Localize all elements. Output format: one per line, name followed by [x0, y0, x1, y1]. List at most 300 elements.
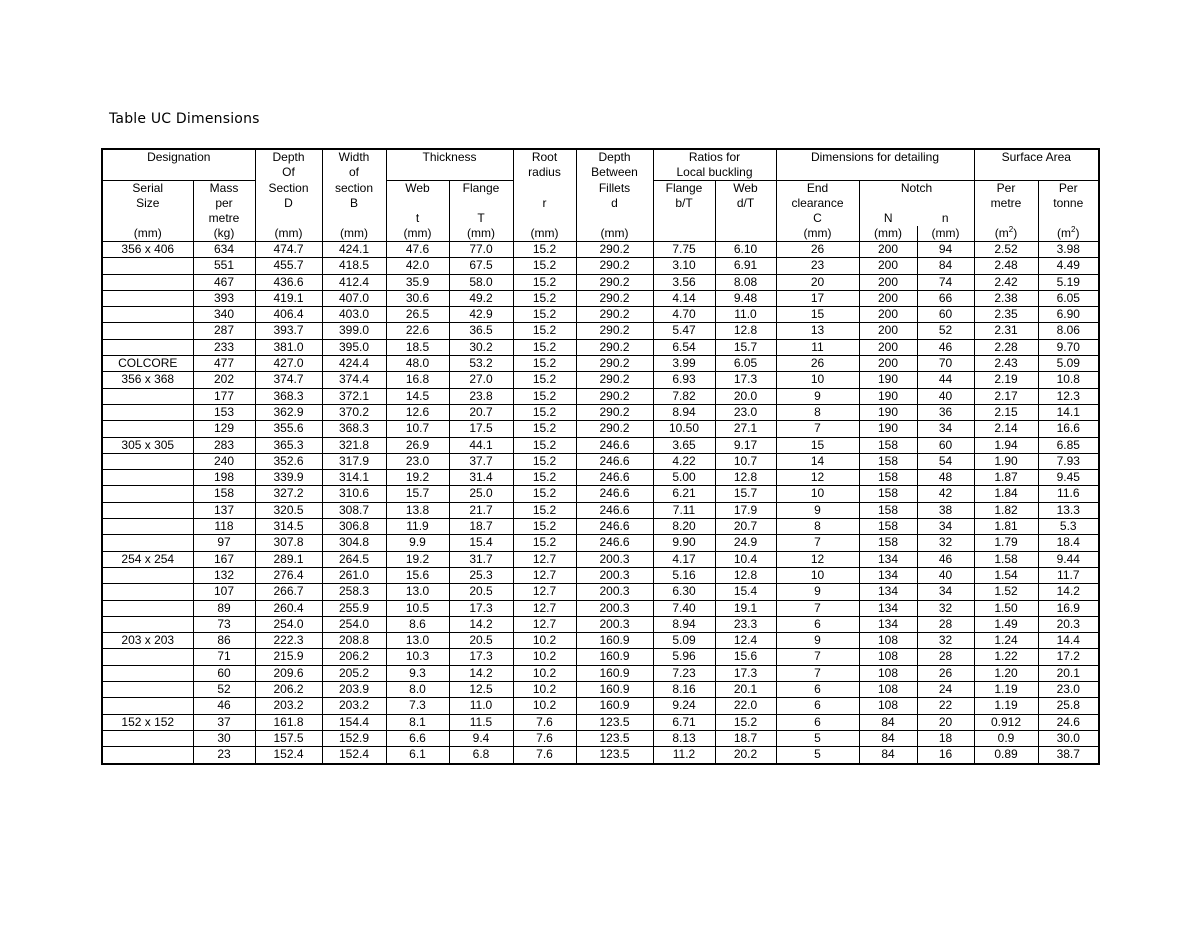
depth-cell: 474.7: [255, 242, 322, 258]
web-ratio-cell: 8.08: [715, 274, 776, 290]
mass-cell: 158: [193, 486, 255, 502]
depth-cell: 215.9: [255, 649, 322, 665]
flange-thickness-cell: 31.4: [449, 470, 513, 486]
web-ratio-cell: 23.3: [715, 616, 776, 632]
width-cell: 374.4: [322, 372, 386, 388]
mass-cell: 551: [193, 258, 255, 274]
depth-between-fillets-cell: 200.3: [576, 600, 653, 616]
flange-thickness-cell: 15.4: [449, 535, 513, 551]
mass-cell: 23: [193, 747, 255, 764]
table-row: [102, 274, 1099, 290]
serial-size-cell: [102, 698, 193, 714]
root-radius-cell: 15.2: [513, 323, 576, 339]
thickness-header: Thickness: [386, 149, 513, 181]
table-row: [102, 551, 1099, 567]
notch-N-cell: 190: [859, 421, 917, 437]
table-row: [102, 600, 1099, 616]
root-radius-cell: 15.2: [513, 356, 576, 372]
notch-n-cell: 74: [917, 274, 974, 290]
web-ratio-cell: 15.6: [715, 649, 776, 665]
end-clearance-header: End clearance C (mm): [776, 181, 859, 242]
table-row: [102, 519, 1099, 535]
web-thickness-cell: 10.3: [386, 649, 449, 665]
notch-n-cell: 40: [917, 388, 974, 404]
flange-ratio-cell: 4.22: [653, 453, 715, 469]
notch-n-cell: 94: [917, 242, 974, 258]
web-ratio-cell: 12.8: [715, 470, 776, 486]
area-per-tonne-cell: 16.6: [1038, 421, 1099, 437]
web-thickness-cell: 13.0: [386, 633, 449, 649]
depth-between-fillets-cell: 160.9: [576, 682, 653, 698]
web-thickness-cell: 7.3: [386, 698, 449, 714]
depth-between-fillets-cell: 290.2: [576, 258, 653, 274]
end-clearance-cell: 10: [776, 567, 859, 583]
table-row: [102, 242, 1099, 258]
web-thickness-cell: 8.0: [386, 682, 449, 698]
width-cell: 395.0: [322, 339, 386, 355]
area-per-metre-cell: 2.52: [974, 242, 1038, 258]
area-per-metre-cell: 1.90: [974, 453, 1038, 469]
serial-size-header: Serial Size (mm): [102, 181, 193, 242]
root-radius-cell: 15.2: [513, 519, 576, 535]
notch-N-cell: 108: [859, 698, 917, 714]
root-radius-cell: 10.2: [513, 633, 576, 649]
end-clearance-cell: 8: [776, 519, 859, 535]
web-thickness-cell: 13.8: [386, 502, 449, 518]
end-clearance-cell: 23: [776, 258, 859, 274]
web-thickness-cell: 47.6: [386, 242, 449, 258]
ratios-header: Ratios for Local buckling: [653, 149, 776, 181]
flange-thickness-cell: 12.5: [449, 682, 513, 698]
flange-ratio-cell: 5.09: [653, 633, 715, 649]
notch-header: Notch N n (mm) (mm): [859, 181, 974, 242]
end-clearance-cell: 6: [776, 616, 859, 632]
root-radius-subheader: r (mm): [513, 181, 576, 242]
flange-ratio-cell: 8.20: [653, 519, 715, 535]
width-cell: 261.0: [322, 567, 386, 583]
depth-between-fillets-cell: 290.2: [576, 388, 653, 404]
root-radius-cell: 10.2: [513, 665, 576, 681]
notch-n-cell: 54: [917, 453, 974, 469]
table-row: [102, 404, 1099, 420]
depth-between-fillets-cell: 246.6: [576, 486, 653, 502]
serial-size-cell: [102, 600, 193, 616]
depth-between-fillets-cell: 246.6: [576, 437, 653, 453]
notch-N-cell: 84: [859, 714, 917, 730]
mass-cell: 202: [193, 372, 255, 388]
web-ratio-cell: 12.8: [715, 567, 776, 583]
mass-cell: 30: [193, 730, 255, 746]
notch-n-cell: 32: [917, 633, 974, 649]
fillets-subheader: Fillets d (mm): [576, 181, 653, 242]
serial-size-cell: 305 x 305: [102, 437, 193, 453]
notch-n-cell: 34: [917, 519, 974, 535]
web-ratio-cell: 24.9: [715, 535, 776, 551]
table-row: [102, 421, 1099, 437]
depth-between-fillets-cell: 290.2: [576, 242, 653, 258]
flange-ratio-cell: 4.70: [653, 307, 715, 323]
area-per-tonne-cell: 24.6: [1038, 714, 1099, 730]
area-per-metre-cell: 1.94: [974, 437, 1038, 453]
root-radius-cell: 7.6: [513, 714, 576, 730]
table-row: [102, 486, 1099, 502]
notch-N-cell: 200: [859, 323, 917, 339]
end-clearance-cell: 10: [776, 372, 859, 388]
end-clearance-cell: 7: [776, 535, 859, 551]
root-radius-cell: 15.2: [513, 437, 576, 453]
serial-size-cell: [102, 470, 193, 486]
notch-N-cell: 200: [859, 307, 917, 323]
table-row: [102, 714, 1099, 730]
area-per-tonne-cell: 3.98: [1038, 242, 1099, 258]
area-per-metre-cell: 2.35: [974, 307, 1038, 323]
notch-N-cell: 134: [859, 584, 917, 600]
web-ratio-cell: 10.7: [715, 453, 776, 469]
depth-cell: 406.4: [255, 307, 322, 323]
serial-size-cell: [102, 535, 193, 551]
mass-cell: 283: [193, 437, 255, 453]
flange-thickness-cell: 17.3: [449, 600, 513, 616]
notch-N-cell: 158: [859, 437, 917, 453]
end-clearance-cell: 26: [776, 356, 859, 372]
depth-cell: 393.7: [255, 323, 322, 339]
notch-N-cell: 108: [859, 682, 917, 698]
width-cell: 424.4: [322, 356, 386, 372]
end-clearance-cell: 20: [776, 274, 859, 290]
area-per-tonne-cell: 10.8: [1038, 372, 1099, 388]
notch-n-cell: 34: [917, 584, 974, 600]
web-ratio-cell: 10.4: [715, 551, 776, 567]
root-radius-cell: 15.2: [513, 258, 576, 274]
table-row: [102, 633, 1099, 649]
depth-between-fillets-cell: 123.5: [576, 747, 653, 764]
notch-n-cell: 32: [917, 600, 974, 616]
web-thickness-cell: 19.2: [386, 470, 449, 486]
area-per-metre-cell: 1.87: [974, 470, 1038, 486]
depth-cell: 419.1: [255, 290, 322, 306]
area-per-metre-cell: 1.84: [974, 486, 1038, 502]
width-cell: 308.7: [322, 502, 386, 518]
end-clearance-cell: 9: [776, 502, 859, 518]
notch-N-cell: 200: [859, 274, 917, 290]
notch-n-cell: 20: [917, 714, 974, 730]
web-ratio-cell: 20.7: [715, 519, 776, 535]
root-radius-cell: 12.7: [513, 616, 576, 632]
width-cell: 306.8: [322, 519, 386, 535]
area-per-tonne-cell: 14.4: [1038, 633, 1099, 649]
mass-cell: 71: [193, 649, 255, 665]
flange-thickness-cell: 44.1: [449, 437, 513, 453]
mass-cell: 97: [193, 535, 255, 551]
serial-size-cell: [102, 258, 193, 274]
flange-thickness-cell: 18.7: [449, 519, 513, 535]
mass-cell: 198: [193, 470, 255, 486]
mass-cell: 167: [193, 551, 255, 567]
area-per-tonne-cell: 9.44: [1038, 551, 1099, 567]
depth-cell: 314.5: [255, 519, 322, 535]
web-ratio-cell: 12.4: [715, 633, 776, 649]
area-per-metre-cell: 1.58: [974, 551, 1038, 567]
mass-cell: 46: [193, 698, 255, 714]
web-ratio-cell: 18.7: [715, 730, 776, 746]
width-cell: 418.5: [322, 258, 386, 274]
flange-thickness-cell: 11.0: [449, 698, 513, 714]
flange-ratio-cell: 8.94: [653, 616, 715, 632]
end-clearance-cell: 15: [776, 437, 859, 453]
mass-cell: 177: [193, 388, 255, 404]
width-cell: 203.2: [322, 698, 386, 714]
root-radius-cell: 15.2: [513, 535, 576, 551]
area-per-metre-cell: 2.42: [974, 274, 1038, 290]
web-ratio-cell: 15.7: [715, 339, 776, 355]
area-per-tonne-cell: 11.6: [1038, 486, 1099, 502]
flange-ratio-cell: 7.23: [653, 665, 715, 681]
ratio-web-header: Web d/T: [715, 181, 776, 242]
root-radius-cell: 10.2: [513, 649, 576, 665]
flange-thickness-cell: 30.2: [449, 339, 513, 355]
web-ratio-cell: 6.05: [715, 356, 776, 372]
area-per-metre-cell: 1.22: [974, 649, 1038, 665]
mass-cell: 240: [193, 453, 255, 469]
web-thickness-cell: 42.0: [386, 258, 449, 274]
flange-ratio-cell: 11.2: [653, 747, 715, 764]
flange-ratio-cell: 8.94: [653, 404, 715, 420]
mass-cell: 107: [193, 584, 255, 600]
mass-cell: 60: [193, 665, 255, 681]
web-thickness-cell: 13.0: [386, 584, 449, 600]
area-per-tonne-cell: 12.3: [1038, 388, 1099, 404]
flange-ratio-cell: 6.93: [653, 372, 715, 388]
notch-N-cell: 134: [859, 616, 917, 632]
root-radius-cell: 15.2: [513, 470, 576, 486]
flange-ratio-cell: 6.71: [653, 714, 715, 730]
serial-size-cell: [102, 421, 193, 437]
flange-thickness-cell: 23.8: [449, 388, 513, 404]
table-row: [102, 535, 1099, 551]
flange-ratio-cell: 4.14: [653, 290, 715, 306]
notch-N-cell: 158: [859, 502, 917, 518]
table-row: [102, 290, 1099, 306]
mass-cell: 233: [193, 339, 255, 355]
serial-size-cell: [102, 290, 193, 306]
serial-size-cell: [102, 567, 193, 583]
flange-thickness-cell: 20.5: [449, 584, 513, 600]
flange-ratio-cell: 3.10: [653, 258, 715, 274]
width-cell: 407.0: [322, 290, 386, 306]
notch-N-cell: 158: [859, 453, 917, 469]
end-clearance-cell: 13: [776, 323, 859, 339]
web-ratio-cell: 6.91: [715, 258, 776, 274]
area-per-metre-cell: 2.31: [974, 323, 1038, 339]
flange-thickness-cell: 20.5: [449, 633, 513, 649]
notch-n-cell: 32: [917, 535, 974, 551]
width-cell: 399.0: [322, 323, 386, 339]
end-clearance-cell: 26: [776, 242, 859, 258]
serial-size-cell: [102, 519, 193, 535]
web-ratio-cell: 15.2: [715, 714, 776, 730]
web-ratio-cell: 19.1: [715, 600, 776, 616]
notch-n-cell: 16: [917, 747, 974, 764]
web-ratio-cell: 22.0: [715, 698, 776, 714]
root-radius-cell: 12.7: [513, 584, 576, 600]
area-per-tonne-cell: 9.70: [1038, 339, 1099, 355]
flange-ratio-cell: 7.75: [653, 242, 715, 258]
web-ratio-cell: 20.0: [715, 388, 776, 404]
table-title: Table UC Dimensions: [109, 111, 260, 127]
table-row: [102, 388, 1099, 404]
table-header: [102, 149, 1099, 242]
area-per-tonne-cell: 9.45: [1038, 470, 1099, 486]
flange-thickness-cell: 21.7: [449, 502, 513, 518]
web-ratio-cell: 12.8: [715, 323, 776, 339]
web-ratio-cell: 15.4: [715, 584, 776, 600]
flange-ratio-cell: 8.13: [653, 730, 715, 746]
mass-cell: 137: [193, 502, 255, 518]
serial-size-cell: [102, 665, 193, 681]
notch-N-cell: 84: [859, 747, 917, 764]
flange-thickness-cell: 31.7: [449, 551, 513, 567]
depth-cell: 355.6: [255, 421, 322, 437]
width-cell: 370.2: [322, 404, 386, 420]
area-per-tonne-cell: 6.90: [1038, 307, 1099, 323]
area-per-metre-cell: 2.28: [974, 339, 1038, 355]
depth-cell: 368.3: [255, 388, 322, 404]
end-clearance-cell: 6: [776, 682, 859, 698]
area-per-metre-cell: 1.24: [974, 633, 1038, 649]
mass-cell: 287: [193, 323, 255, 339]
serial-size-cell: [102, 274, 193, 290]
flange-thickness-cell: 37.7: [449, 453, 513, 469]
mass-cell: 340: [193, 307, 255, 323]
flange-thickness-cell: 9.4: [449, 730, 513, 746]
designation-header: Designation: [102, 149, 255, 181]
web-thickness-cell: 8.6: [386, 616, 449, 632]
area-per-metre-cell: 2.19: [974, 372, 1038, 388]
table-row: [102, 616, 1099, 632]
area-per-metre-cell: 1.82: [974, 502, 1038, 518]
mass-cell: 118: [193, 519, 255, 535]
flange-ratio-cell: 6.21: [653, 486, 715, 502]
end-clearance-cell: 7: [776, 649, 859, 665]
flange-ratio-cell: 7.82: [653, 388, 715, 404]
root-radius-header: Root radius: [513, 149, 576, 181]
table-row: [102, 698, 1099, 714]
end-clearance-cell: 14: [776, 453, 859, 469]
notch-N-cell: 134: [859, 567, 917, 583]
notch-n-cell: 44: [917, 372, 974, 388]
width-cell: 372.1: [322, 388, 386, 404]
depth-cell: 381.0: [255, 339, 322, 355]
mass-cell: 89: [193, 600, 255, 616]
depth-cell: 374.7: [255, 372, 322, 388]
flange-ratio-cell: 7.11: [653, 502, 715, 518]
mass-cell: 86: [193, 633, 255, 649]
depth-between-fillets-cell: 290.2: [576, 421, 653, 437]
end-clearance-cell: 7: [776, 600, 859, 616]
notch-n-cell: 66: [917, 290, 974, 306]
notch-n-cell: 24: [917, 682, 974, 698]
width-cell: 154.4: [322, 714, 386, 730]
depth-between-fillets-cell: 160.9: [576, 665, 653, 681]
root-radius-cell: 15.2: [513, 502, 576, 518]
mass-cell: 477: [193, 356, 255, 372]
end-clearance-cell: 15: [776, 307, 859, 323]
web-thickness-cell: 15.7: [386, 486, 449, 502]
depth-between-fillets-cell: 290.2: [576, 274, 653, 290]
depth-cell: 327.2: [255, 486, 322, 502]
depth-between-fillets-cell: 290.2: [576, 372, 653, 388]
mass-cell: 129: [193, 421, 255, 437]
serial-size-cell: [102, 747, 193, 764]
web-ratio-cell: 20.2: [715, 747, 776, 764]
flange-ratio-cell: 9.90: [653, 535, 715, 551]
width-cell: 317.9: [322, 453, 386, 469]
notch-N-cell: 134: [859, 600, 917, 616]
width-cell: 368.3: [322, 421, 386, 437]
mass-cell: 52: [193, 682, 255, 698]
serial-size-cell: 254 x 254: [102, 551, 193, 567]
table-row: [102, 470, 1099, 486]
web-thickness-cell: 9.9: [386, 535, 449, 551]
area-per-tonne-cell: 14.2: [1038, 584, 1099, 600]
notch-N-cell: 200: [859, 356, 917, 372]
serial-size-cell: COLCORE: [102, 356, 193, 372]
flange-thickness-cell: 14.2: [449, 616, 513, 632]
flange-thickness-cell: 77.0: [449, 242, 513, 258]
notch-n-cell: 46: [917, 551, 974, 567]
notch-N-cell: 108: [859, 633, 917, 649]
width-cell: 304.8: [322, 535, 386, 551]
area-per-tonne-cell: 18.4: [1038, 535, 1099, 551]
depth-between-fillets-cell: 160.9: [576, 633, 653, 649]
width-cell: 208.8: [322, 633, 386, 649]
table-row: [102, 747, 1099, 764]
area-per-metre-cell: 1.19: [974, 698, 1038, 714]
serial-size-cell: [102, 616, 193, 632]
web-thickness-cell: 30.6: [386, 290, 449, 306]
depth-cell: 152.4: [255, 747, 322, 764]
web-thickness-cell: 9.3: [386, 665, 449, 681]
flange-ratio-cell: 5.00: [653, 470, 715, 486]
table-row: [102, 730, 1099, 746]
width-cell: 152.4: [322, 747, 386, 764]
depth-cell: 339.9: [255, 470, 322, 486]
area-per-tonne-cell: 6.05: [1038, 290, 1099, 306]
flange-ratio-cell: 7.40: [653, 600, 715, 616]
depth-cell: 455.7: [255, 258, 322, 274]
flange-ratio-cell: 10.50: [653, 421, 715, 437]
flange-thickness-cell: 36.5: [449, 323, 513, 339]
web-ratio-cell: 15.7: [715, 486, 776, 502]
flange-thickness-cell: 20.7: [449, 404, 513, 420]
web-ratio-cell: 23.0: [715, 404, 776, 420]
notch-n-cell: 42: [917, 486, 974, 502]
notch-n-cell: 60: [917, 437, 974, 453]
width-cell: 255.9: [322, 600, 386, 616]
depth-cell: 266.7: [255, 584, 322, 600]
area-per-metre-cell: 0.89: [974, 747, 1038, 764]
serial-size-cell: [102, 584, 193, 600]
notch-N-cell: 108: [859, 649, 917, 665]
flange-ratio-cell: 8.16: [653, 682, 715, 698]
mass-cell: 132: [193, 567, 255, 583]
uc-dimensions-table: [101, 148, 1100, 765]
width-header: Width of: [322, 149, 386, 181]
depth-between-fillets-cell: 123.5: [576, 730, 653, 746]
notch-n-cell: 52: [917, 323, 974, 339]
area-per-metre-cell: 0.912: [974, 714, 1038, 730]
serial-size-cell: [102, 502, 193, 518]
